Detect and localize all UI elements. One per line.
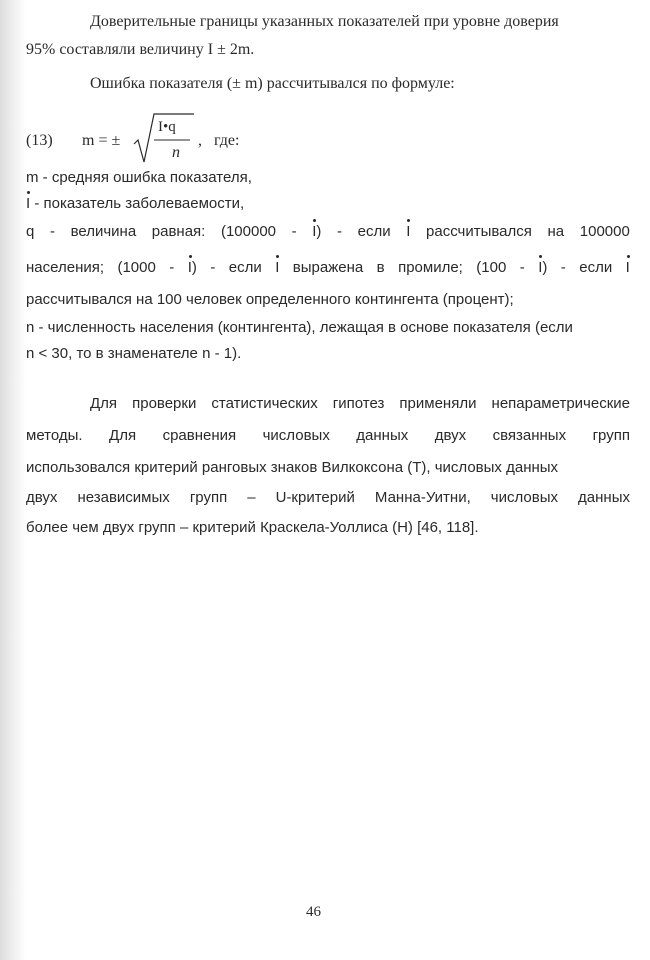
word: методы. — [26, 427, 83, 444]
word: сравнения — [162, 427, 237, 444]
word: проверки — [132, 395, 197, 412]
word: Для — [109, 427, 137, 444]
word: I) — [187, 259, 197, 276]
word: (100000 — [220, 223, 277, 240]
word: независимых — [77, 489, 170, 506]
word: 100000 — [579, 223, 630, 240]
paragraph-1-line-2: 95% составляли величину I ± 2m. — [26, 41, 255, 58]
word: (100 — [476, 259, 507, 276]
word: если — [579, 259, 613, 276]
word: равная: — [151, 223, 206, 240]
formula-numerator: I•q — [158, 119, 176, 135]
definition-i — [26, 194, 244, 214]
word: U-критерий — [275, 489, 355, 506]
formula-denominator: n — [172, 144, 180, 161]
paragraph-3-line-5: более чем двух групп – критерий Краскела-Уоллиса (Н) [46, 118]. — [26, 519, 479, 536]
paragraph-2: Ошибка показателя (± m) рассчитывался по формуле: — [90, 75, 455, 92]
word: если — [228, 259, 262, 276]
word: Манна-Уитни, — [374, 489, 471, 506]
word: промиле; — [398, 259, 463, 276]
paragraph-3-line-1 — [90, 394, 630, 414]
definition-m: m - средняя ошибка показателя, — [26, 169, 252, 186]
word: - — [560, 259, 566, 276]
word: - — [210, 259, 216, 276]
word: числовых — [262, 427, 330, 444]
word: I) — [312, 223, 322, 240]
word — [626, 258, 630, 278]
word: если — [357, 223, 391, 240]
word: числовых — [490, 489, 559, 506]
formula-lhs: m = ± — [82, 132, 121, 149]
word — [406, 222, 410, 242]
word: применяли — [399, 395, 477, 412]
symbol-i: I — [26, 195, 31, 212]
symbol-i: I — [406, 223, 411, 240]
word: населения; — [26, 259, 105, 276]
symbol-i: I — [275, 259, 280, 276]
symbol-i: I — [538, 259, 543, 276]
word: - — [337, 223, 343, 240]
definition-n-line-1: n - численность населения (контингента), лежащая в основе показателя (если — [26, 319, 573, 336]
word: на — [547, 223, 565, 240]
formula-tail: , где: — [198, 132, 240, 149]
definition-q-line-1 — [26, 222, 630, 242]
word: двух — [434, 427, 467, 444]
word: - — [291, 223, 297, 240]
formula-number: (13) — [26, 132, 53, 149]
word: - — [49, 223, 55, 240]
word: данных — [578, 489, 630, 506]
word: связанных — [492, 427, 567, 444]
symbol-i: I — [187, 259, 192, 276]
word: непараметрические — [491, 395, 630, 412]
word: в — [376, 259, 385, 276]
word: I) — [538, 259, 548, 276]
word: групп — [592, 427, 630, 444]
word: Для — [90, 395, 118, 412]
definition-n-line-2: n < 30, то в знаменателе n - 1). — [26, 345, 242, 362]
paragraph-3-line-3: использовался критерий ранговых знаков Вилкоксона (Т), числовых данных — [26, 459, 559, 476]
paragraph-3-line-4 — [26, 488, 630, 508]
definition-q-line-2 — [26, 258, 630, 278]
word: - — [519, 259, 525, 276]
definition-i-text: - показатель заболеваемости, — [30, 195, 245, 212]
word: данных — [356, 427, 409, 444]
word: статистических — [211, 395, 318, 412]
page-number: 46 — [306, 904, 321, 920]
formula-13 — [26, 110, 266, 166]
paragraph-1-line-1: Доверительные границы указанных показателей при уровне доверия — [90, 13, 559, 30]
word: групп — [189, 489, 228, 506]
symbol-i: I — [312, 223, 317, 240]
word: - — [169, 259, 175, 276]
word: величина — [70, 223, 137, 240]
word: гипотез — [332, 395, 385, 412]
word: двух — [26, 489, 58, 506]
word: рассчитывался — [426, 223, 532, 240]
word — [275, 258, 279, 278]
symbol-i: I — [625, 259, 630, 276]
scan-shadow — [0, 0, 26, 960]
word: (1000 — [117, 259, 156, 276]
word: выражена — [292, 259, 364, 276]
paragraph-3-line-2 — [26, 426, 630, 446]
definition-q-line-3: рассчитывался на 100 человек определенного контингента (процент); — [26, 291, 514, 308]
word: q — [26, 223, 35, 240]
word: – — [247, 489, 256, 506]
